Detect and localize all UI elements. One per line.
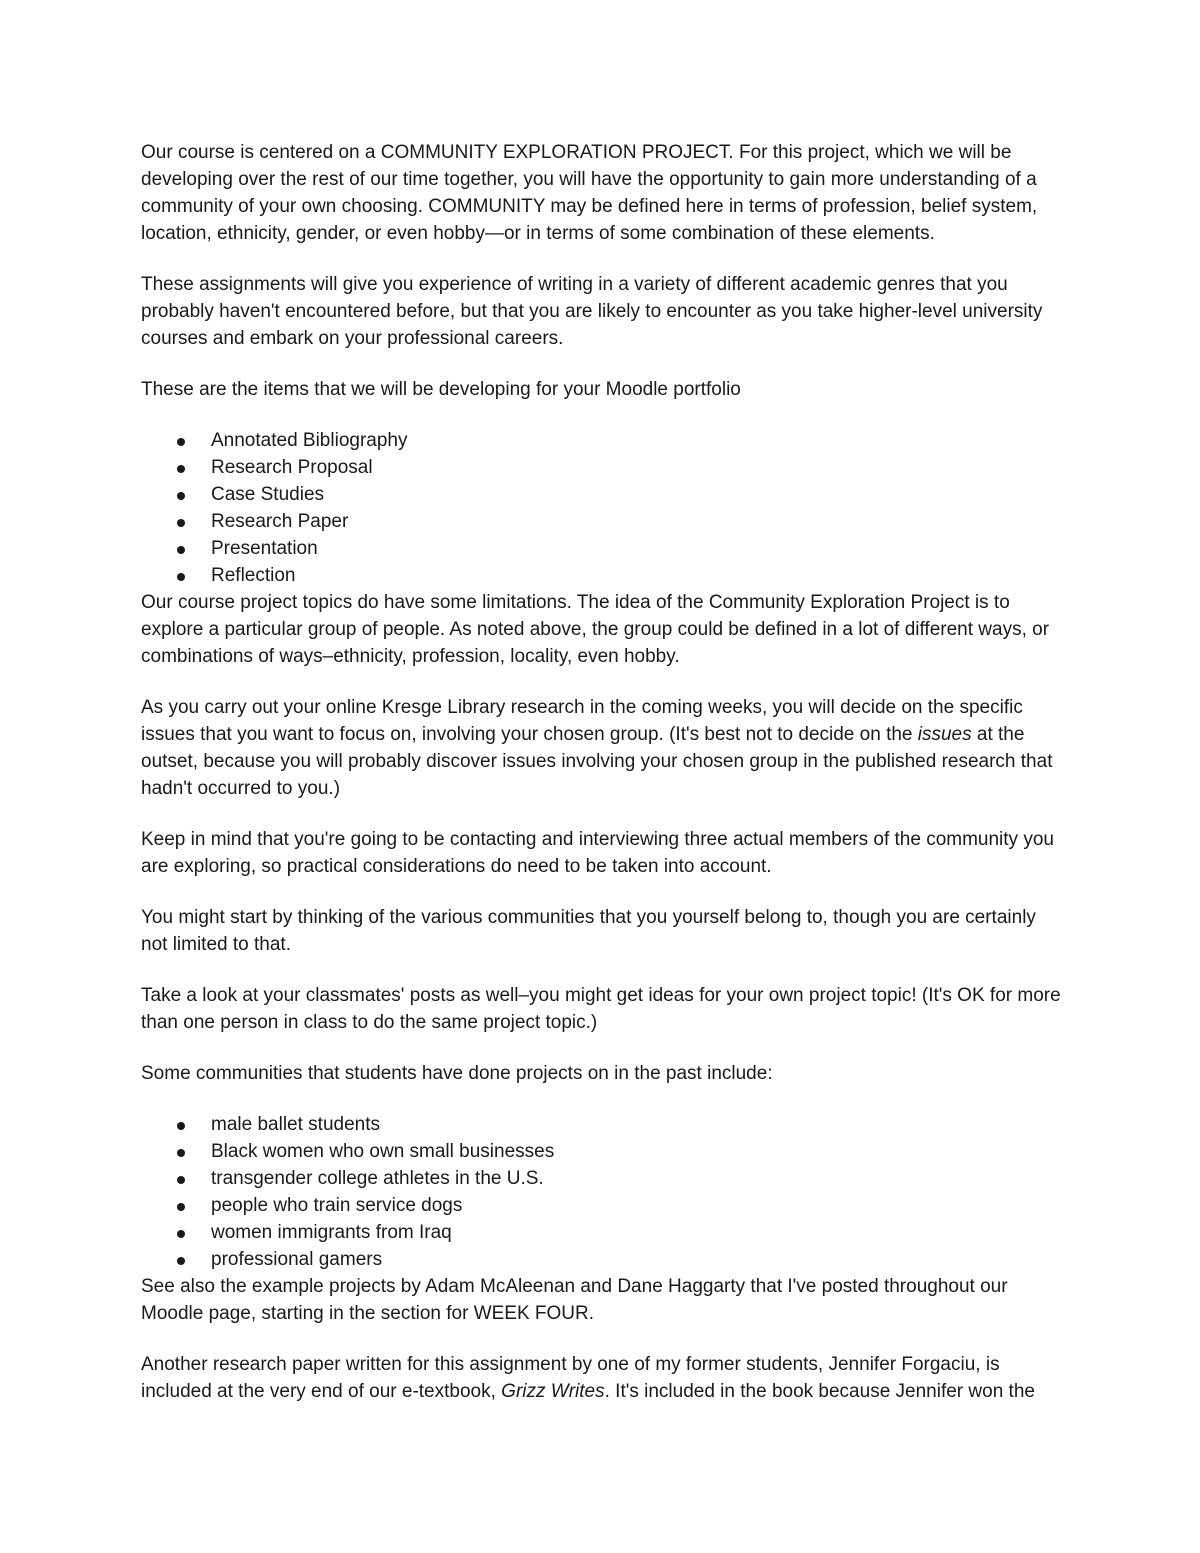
list-item: Reflection <box>141 562 1061 589</box>
bullet-icon <box>177 573 185 581</box>
document-page <box>141 139 1061 1405</box>
research-paragraph: As you carry out your online Kresge Library research in the coming weeks, you will decide on the specific issues that you want to focus on, involving your chosen group. (It's best not to decide on the issues at the outset, because you will probably discover issues involving your chosen group in the published research that hadn't occurred to you.) <box>141 697 1053 799</box>
example-projects-paragraph: See also the example projects by Adam McAleenan and Dane Haggarty that I've posted throughout our Moodle page, starting in the section for WEEK FOUR. <box>141 1276 1008 1324</box>
list-item: transgender college athletes in the U.S. <box>141 1165 1061 1192</box>
bullet-icon <box>177 546 185 554</box>
past-communities-lead-paragraph: Some communities that students have done projects on in the past include: <box>141 1063 773 1084</box>
textbook-paragraph: Another research paper written for this assignment by one of my former students, Jennifer Forgaciu, is included at the very end of our e-textbook, Grizz Writes. It's included in the book because Jennifer won the <box>141 1354 1035 1402</box>
bullet-icon <box>177 1257 185 1265</box>
bullet-icon <box>177 519 185 527</box>
list-item: Research Paper <box>141 508 1061 535</box>
bullet-icon <box>177 1203 185 1211</box>
portfolio-items-list <box>141 427 1061 589</box>
bullet-icon <box>177 1149 185 1157</box>
assignments-paragraph: These assignments will give you experience of writing in a variety of different academic genres that you probably haven't encountered before, but that you are likely to encounter as you take higher-level university courses and embark on your professional careers. <box>141 274 1043 349</box>
list-item: women immigrants from Iraq <box>141 1219 1061 1246</box>
list-item: Research Proposal <box>141 454 1061 481</box>
bullet-icon <box>177 492 185 500</box>
limitations-paragraph: Our course project topics do have some limitations. The idea of the Community Exploration Project is to explore a particular group of people. As noted above, the group could be defined in a lot of different ways, or combinations of ways–ethnicity, profession, locality, even hobby. <box>141 592 1050 667</box>
classmates-paragraph: Take a look at your classmates' posts as well–you might get ideas for your own project topic! (It's OK for more than one person in class to do the same project topic.) <box>141 985 1061 1033</box>
interview-paragraph: Keep in mind that you're going to be contacting and interviewing three actual members of the community you are exploring, so practical considerations do need to be taken into account. <box>141 829 1054 877</box>
bullet-icon <box>177 438 185 446</box>
bullet-icon <box>177 1122 185 1130</box>
list-item: Presentation <box>141 535 1061 562</box>
bullet-icon <box>177 465 185 473</box>
list-item: people who train service dogs <box>141 1192 1061 1219</box>
bullet-icon <box>177 1176 185 1184</box>
list-item: professional gamers <box>141 1246 1061 1273</box>
list-item: Annotated Bibliography <box>141 427 1061 454</box>
list-item: male ballet students <box>141 1111 1061 1138</box>
portfolio-lead-paragraph: These are the items that we will be developing for your Moodle portfolio <box>141 379 741 400</box>
communities-start-paragraph: You might start by thinking of the various communities that you yourself belong to, though you are certainly not limited to that. <box>141 907 1036 955</box>
past-communities-list <box>141 1111 1061 1273</box>
intro-paragraph: Our course is centered on a COMMUNITY EXPLORATION PROJECT. For this project, which we will be developing over the rest of our time together, you will have the opportunity to gain more understanding of a community of your own choosing. COMMUNITY may be defined here in terms of profession, belief system, location, ethnicity, gender, or even hobby—or in terms of some combination of these elements. <box>141 142 1038 244</box>
list-item: Case Studies <box>141 481 1061 508</box>
bullet-icon <box>177 1230 185 1238</box>
list-item: Black women who own small businesses <box>141 1138 1061 1165</box>
